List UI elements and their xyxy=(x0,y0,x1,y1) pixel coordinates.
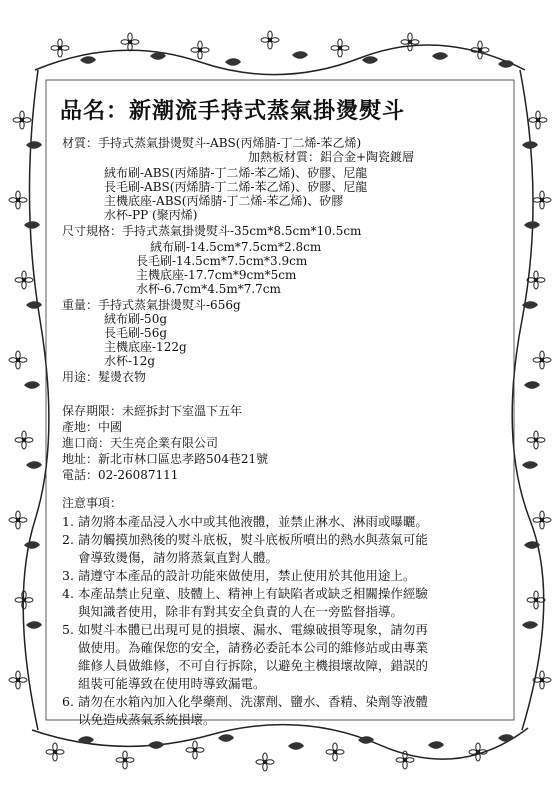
note-line: 5. 如熨斗本體已出現可見的損壞、漏水、電線破損等現象，請勿再 xyxy=(62,622,428,637)
weight-line: 長毛刷-56g xyxy=(104,326,168,340)
phone-line: 電話：02-26087111 xyxy=(62,468,179,482)
material-line: 絨布刷-ABS(丙烯腈-丁二烯-苯乙烯)、矽膠、尼龍 xyxy=(104,166,368,180)
size-line: 水杯-6.7cm*4.5m*7.7cm xyxy=(136,282,281,296)
note-line: 會導致燙傷，請勿將蒸氣直對人體。 xyxy=(78,550,279,565)
storage-line: 保存期限：未經拆封下室溫下五年 xyxy=(62,404,243,418)
product-title: 品名：新潮流手持式蒸氣掛燙熨斗 xyxy=(60,98,406,124)
note-line: 做使用。為確保您的安全，請務必委託本公司的維修站或由專業 xyxy=(78,640,429,655)
size-line: 尺寸規格：手持式蒸氣掛燙熨斗-35cm*8.5cm*10.5cm xyxy=(62,224,362,238)
material-line: 加熱板材質：鋁合金+陶瓷鍍層 xyxy=(248,150,415,164)
note-line: 4. 本產品禁止兒童、肢體上、精神上有缺陷者或缺乏相關操作經驗 xyxy=(62,586,428,601)
importer-line: 進口商：天生亮企業有限公司 xyxy=(62,436,219,450)
usage-line: 用途：髮燙衣物 xyxy=(62,370,147,384)
note-line: 2. 請勿觸摸加熱後的熨斗底板，熨斗底板所噴出的熱水與蒸氣可能 xyxy=(62,532,428,547)
note-line: 維修人員做維修，不可自行拆除，以避免主機損壞故障，錯誤的 xyxy=(78,658,429,673)
note-line: 與知識者使用，除非有對其安全負責的人在一旁監督指導。 xyxy=(78,604,404,619)
size-line: 主機底座-17.7cm*9cm*5cm xyxy=(136,268,297,282)
origin-line: 產地：中國 xyxy=(62,420,123,434)
notes-title: 注意事項： xyxy=(62,496,123,510)
note-line: 組裝可能導致在使用時導致漏電。 xyxy=(78,676,266,691)
note-line: 1. 請勿將本產品浸入水中或其他液體，並禁止淋水、淋雨或曝曬。 xyxy=(62,514,428,529)
material-line: 材質：手持式蒸氣掛燙熨斗-ABS(丙烯腈-丁二烯-苯乙烯) xyxy=(62,136,362,150)
weight-line: 重量：手持式蒸氣掛燙熨斗-656g xyxy=(62,298,241,312)
size-line: 絨布刷-14.5cm*7.5cm*2.8cm xyxy=(150,240,322,254)
note-line: 6. 請勿在水箱內加入化學藥劑、洗潔劑、鹽水、香精、染劑等液體 xyxy=(62,694,428,709)
address-line: 地址：新北市林口區忠孝路504巷21號 xyxy=(62,452,269,466)
material-line: 水杯-PP (聚丙烯) xyxy=(104,208,198,222)
weight-line: 絨布刷-50g xyxy=(104,312,168,326)
weight-line: 水杯-12g xyxy=(104,354,156,368)
material-line: 長毛刷-ABS(丙烯腈-丁二烯-苯乙烯)、矽膠、尼龍 xyxy=(104,180,368,194)
weight-line: 主機底座-122g xyxy=(104,340,187,354)
note-line: 以免造成蒸氣系統損壞。 xyxy=(78,712,216,727)
material-line: 主機底座-ABS(丙烯腈-丁二烯-苯乙烯)、矽膠 xyxy=(104,194,344,208)
note-line: 3. 請遵守本產品的設計功能來做使用，禁止使用於其他用途上。 xyxy=(62,568,416,583)
size-line: 長毛刷-14.5cm*7.5cm*3.9cm xyxy=(136,254,308,268)
